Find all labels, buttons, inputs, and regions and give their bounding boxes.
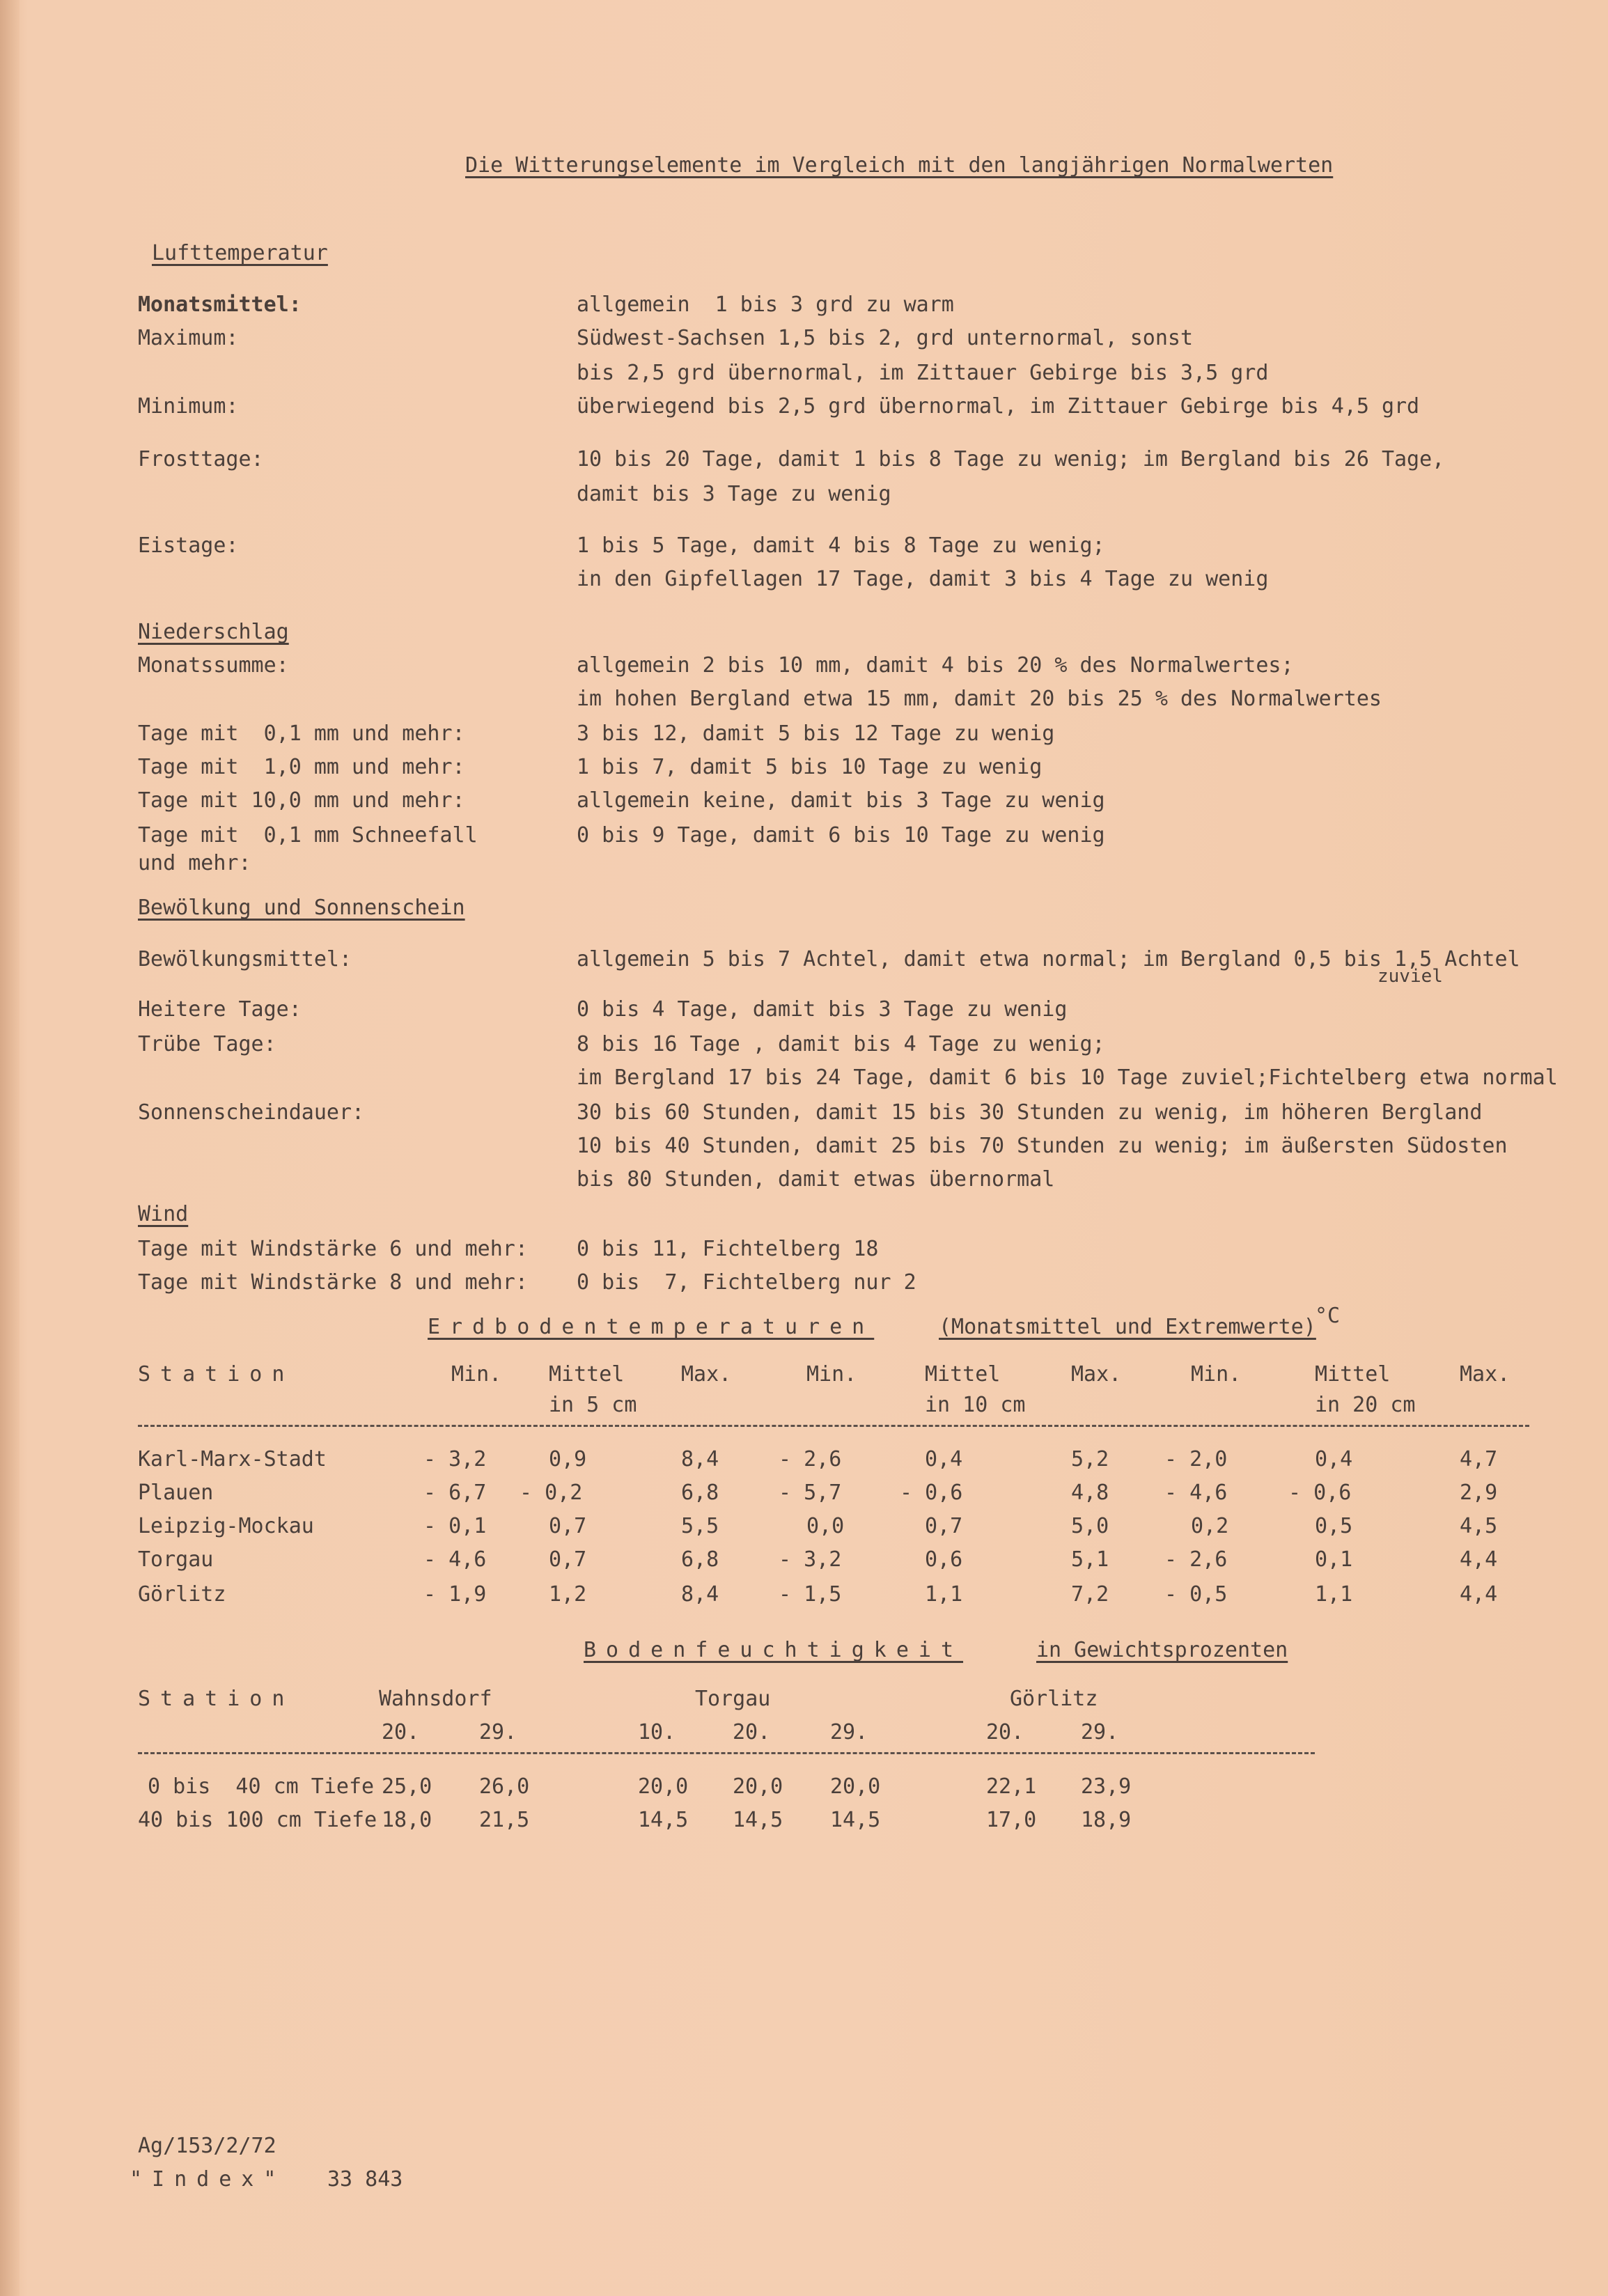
value-monatssumme-2: im hohen Bergland etwa 15 mm, damit 20 bis 25 % des Normalwertes — [577, 687, 1382, 711]
table-cell: - 5,7 — [779, 1481, 842, 1505]
bodenfeuchte-date: 29. — [1081, 1720, 1119, 1744]
value-monatssumme-1: allgemein 2 bis 10 mm, damit 4 bis 20 % des Normalwertes; — [577, 653, 1294, 678]
table-cell: 23,9 — [1081, 1774, 1132, 1799]
table-cell: 4,5 — [1460, 1514, 1498, 1538]
value-eistage-1: 1 bis 5 Tage, damit 4 bis 8 Tage zu wenig; — [577, 533, 1105, 558]
table-cell: 5,1 — [1071, 1547, 1109, 1572]
label-minimum: Minimum: — [138, 394, 239, 419]
table-cell: 8,4 — [681, 1582, 719, 1607]
depth-label: 0 bis 40 cm Tiefe — [148, 1774, 375, 1799]
table-cell: 14,5 — [638, 1808, 689, 1832]
erdboden-header-max-10: Max. — [1071, 1362, 1122, 1387]
footer-index-number: 33 843 — [327, 2167, 403, 2192]
label-heitere-tage: Heitere Tage: — [138, 997, 302, 1022]
label-monatssumme: Monatssumme: — [138, 653, 289, 678]
label-frosttage: Frosttage: — [138, 447, 264, 471]
table-cell: - 3,2 — [779, 1547, 842, 1572]
table-cell: 14,5 — [733, 1808, 783, 1832]
table-cell: 0,2 — [1191, 1514, 1229, 1538]
bodenfeuchte-date: 20. — [382, 1720, 420, 1744]
label-tage-10mm: Tage mit 1,0 mm und mehr: — [138, 755, 465, 779]
table-cell: 20,0 — [733, 1774, 783, 1799]
table-cell: - 0,5 — [1164, 1582, 1228, 1607]
table-cell: 1,1 — [1315, 1582, 1353, 1607]
table-cell: 4,7 — [1460, 1447, 1498, 1471]
label-eistage: Eistage: — [138, 533, 239, 558]
bodenfeuchte-date: 29. — [830, 1720, 868, 1744]
table-cell: 22,1 — [986, 1774, 1037, 1799]
value-truebe-tage-1: 8 bis 16 Tage , damit bis 4 Tage zu wenig; — [577, 1032, 1105, 1056]
label-monatsmittel: Monatsmittel: — [138, 292, 302, 317]
erdboden-title-suffix: (Monatsmittel und Extremwerte) — [939, 1315, 1316, 1339]
erdboden-header-station: Station — [138, 1362, 295, 1387]
table-cell: 0,4 — [1315, 1447, 1353, 1471]
value-heitere-tage: 0 bis 4 Tage, damit bis 3 Tage zu wenig — [577, 997, 1068, 1022]
table-cell: - 2,6 — [779, 1447, 842, 1471]
table-cell: - 2,0 — [1164, 1447, 1228, 1471]
bodenfeuchte-header-station: Station — [138, 1687, 295, 1711]
bodenfeuchte-date: 20. — [733, 1720, 771, 1744]
label-sonnenscheindauer: Sonnenscheindauer: — [138, 1100, 365, 1125]
value-frosttage-2: damit bis 3 Tage zu wenig — [577, 482, 891, 506]
label-windstaerke-8: Tage mit Windstärke 8 und mehr: — [138, 1270, 528, 1295]
erdboden-depth-20: in 20 cm — [1315, 1393, 1416, 1417]
label-tage-100mm: Tage mit 10,0 mm und mehr: — [138, 788, 465, 813]
bodenfeuchte-title: Bodenfeuchtigkeit — [584, 1638, 964, 1662]
table-cell: 25,0 — [382, 1774, 432, 1799]
depth-label: 40 bis 100 cm Tiefe — [138, 1808, 377, 1832]
value-windstaerke-6: 0 bis 11, Fichtelberg 18 — [577, 1237, 879, 1261]
table-cell: 1,2 — [549, 1582, 587, 1607]
label-tage-schneefall: Tage mit 0,1 mm Schneefall — [138, 823, 478, 848]
table-cell: - 0,1 — [423, 1514, 487, 1538]
table-cell: 20,0 — [638, 1774, 689, 1799]
bodenfeuchte-title-suffix: in Gewichtsprozenten — [1036, 1638, 1288, 1662]
erdboden-divider — [138, 1425, 1529, 1427]
table-cell: - 0,2 — [520, 1481, 583, 1505]
value-truebe-tage-2: im Bergland 17 bis 24 Tage, damit 6 bis 10 Tage zuviel;Fichtelberg etwa normal — [577, 1065, 1558, 1090]
table-cell: 5,2 — [1071, 1447, 1109, 1471]
section-heading-lufttemperatur: Lufttemperatur — [152, 241, 328, 265]
table-cell: 0,1 — [1315, 1547, 1353, 1572]
erdboden-title: Erdbodentemperaturen — [428, 1315, 875, 1339]
table-cell: 5,5 — [681, 1514, 719, 1538]
table-cell: - 6,7 — [423, 1481, 487, 1505]
erdboden-header-min-20: Min. — [1191, 1362, 1242, 1387]
value-tage-100mm: allgemein keine, damit bis 3 Tage zu wenig — [577, 788, 1105, 813]
value-eistage-2: in den Gipfellagen 17 Tage, damit 3 bis 4 Tage zu wenig — [577, 567, 1269, 591]
erdboden-header-mittel-10: Mittel — [925, 1362, 1001, 1387]
table-cell: 26,0 — [479, 1774, 530, 1799]
value-bewoelkungsmittel-extra: zuviel — [1377, 966, 1443, 987]
erdboden-header-mittel-5: Mittel — [549, 1362, 625, 1387]
station-name: Leipzig-Mockau — [138, 1514, 314, 1538]
table-cell: - 0,6 — [1288, 1481, 1352, 1505]
table-cell: 0,0 — [806, 1514, 845, 1538]
table-cell: 1,1 — [925, 1582, 963, 1607]
erdboden-header-max-5: Max. — [681, 1362, 732, 1387]
erdboden-depth-10: in 10 cm — [925, 1393, 1026, 1417]
table-cell: 21,5 — [479, 1808, 530, 1832]
value-tage-10mm: 1 bis 7, damit 5 bis 10 Tage zu wenig — [577, 755, 1043, 779]
erdboden-header-min-5: Min. — [451, 1362, 502, 1387]
footer-reference: Ag/153/2/72 — [138, 2134, 276, 2158]
table-cell: 0,4 — [925, 1447, 963, 1471]
table-cell: - 4,6 — [1164, 1481, 1228, 1505]
value-windstaerke-8: 0 bis 7, Fichtelberg nur 2 — [577, 1270, 916, 1295]
erdboden-header-min-10: Min. — [806, 1362, 857, 1387]
table-cell: 20,0 — [830, 1774, 881, 1799]
value-sonnenscheindauer-1: 30 bis 60 Stunden, damit 15 bis 30 Stunden zu wenig, im höheren Bergland — [577, 1100, 1483, 1125]
document-title: Die Witterungselemente im Vergleich mit den langjährigen Normalwerten — [465, 153, 1334, 178]
erdboden-unit: °C — [1315, 1304, 1341, 1328]
erdboden-depth-5: in 5 cm — [549, 1393, 637, 1417]
table-cell: - 3,2 — [423, 1447, 487, 1471]
section-heading-niederschlag: Niederschlag — [138, 620, 289, 644]
table-cell: 6,8 — [681, 1547, 719, 1572]
bodenfeuchte-station-wahnsdorf: Wahnsdorf — [379, 1687, 492, 1711]
value-bewoelkungsmittel: allgemein 5 bis 7 Achtel, damit etwa normal; im Bergland 0,5 bis 1,5 Achtel — [577, 947, 1520, 971]
table-cell: 14,5 — [830, 1808, 881, 1832]
table-cell: 18,0 — [382, 1808, 432, 1832]
table-cell: - 2,6 — [1164, 1547, 1228, 1572]
page-edge-shadow — [0, 0, 19, 2296]
label-truebe-tage: Trübe Tage: — [138, 1032, 276, 1056]
table-cell: 7,2 — [1071, 1582, 1109, 1607]
table-cell: 0,6 — [925, 1547, 963, 1572]
table-cell: 0,5 — [1315, 1514, 1353, 1538]
value-minimum: überwiegend bis 2,5 grd übernormal, im Zittauer Gebirge bis 4,5 grd — [577, 394, 1420, 419]
table-cell: 6,8 — [681, 1481, 719, 1505]
label-tage-01mm: Tage mit 0,1 mm und mehr: — [138, 721, 465, 746]
label-windstaerke-6: Tage mit Windstärke 6 und mehr: — [138, 1237, 528, 1261]
bodenfeuchte-date: 10. — [638, 1720, 676, 1744]
table-cell: 0,7 — [549, 1547, 587, 1572]
value-tage-01mm: 3 bis 12, damit 5 bis 12 Tage zu wenig — [577, 721, 1055, 746]
bodenfeuchte-station-torgau: Torgau — [695, 1687, 771, 1711]
value-sonnenscheindauer-2: 10 bis 40 Stunden, damit 25 bis 70 Stunden zu wenig; im äußersten Südosten — [577, 1134, 1508, 1158]
station-name: Plauen — [138, 1481, 214, 1505]
value-maximum-1: Südwest-Sachsen 1,5 bis 2, grd unternormal, sonst — [577, 326, 1194, 350]
bodenfeuchte-station-goerlitz: Görlitz — [1010, 1687, 1098, 1711]
table-cell: - 0,6 — [900, 1481, 963, 1505]
table-cell: 0,7 — [549, 1514, 587, 1538]
value-maximum-2: bis 2,5 grd übernormal, im Zittauer Gebirge bis 3,5 grd — [577, 361, 1269, 385]
label-maximum: Maximum: — [138, 326, 239, 350]
bodenfeuchte-date: 29. — [479, 1720, 517, 1744]
table-cell: 4,8 — [1071, 1481, 1109, 1505]
station-name: Karl-Marx-Stadt — [138, 1447, 327, 1471]
table-cell: 0,7 — [925, 1514, 963, 1538]
section-heading-bewoelkung: Bewölkung und Sonnenschein — [138, 896, 465, 920]
table-cell: - 4,6 — [423, 1547, 487, 1572]
table-cell: 17,0 — [986, 1808, 1037, 1832]
table-cell: 0,9 — [549, 1447, 587, 1471]
table-cell: 2,9 — [1460, 1481, 1498, 1505]
label-tage-schneefall-2: und mehr: — [138, 851, 251, 875]
value-tage-schneefall: 0 bis 9 Tage, damit 6 bis 10 Tage zu wenig — [577, 823, 1105, 848]
table-cell: - 1,5 — [779, 1582, 842, 1607]
value-frosttage-1: 10 bis 20 Tage, damit 1 bis 8 Tage zu wenig; im Bergland bis 26 Tage, — [577, 447, 1445, 471]
label-bewoelkungsmittel: Bewölkungsmittel: — [138, 947, 352, 971]
value-sonnenscheindauer-3: bis 80 Stunden, damit etwas übernormal — [577, 1167, 1055, 1192]
table-cell: 5,0 — [1071, 1514, 1109, 1538]
station-name: Görlitz — [138, 1582, 226, 1607]
footer-index-label: "Index" — [130, 2167, 286, 2192]
bodenfeuchte-date: 20. — [986, 1720, 1024, 1744]
table-cell: 4,4 — [1460, 1547, 1498, 1572]
erdboden-header-max-20: Max. — [1460, 1362, 1511, 1387]
table-cell: 4,4 — [1460, 1582, 1498, 1607]
erdboden-header-mittel-20: Mittel — [1315, 1362, 1391, 1387]
bodenfeuchte-divider — [138, 1752, 1315, 1754]
table-cell: 18,9 — [1081, 1808, 1132, 1832]
value-monatsmittel: allgemein 1 bis 3 grd zu warm — [577, 292, 954, 317]
table-cell: 8,4 — [681, 1447, 719, 1471]
section-heading-wind: Wind — [138, 1202, 189, 1226]
table-cell: - 1,9 — [423, 1582, 487, 1607]
station-name: Torgau — [138, 1547, 214, 1572]
